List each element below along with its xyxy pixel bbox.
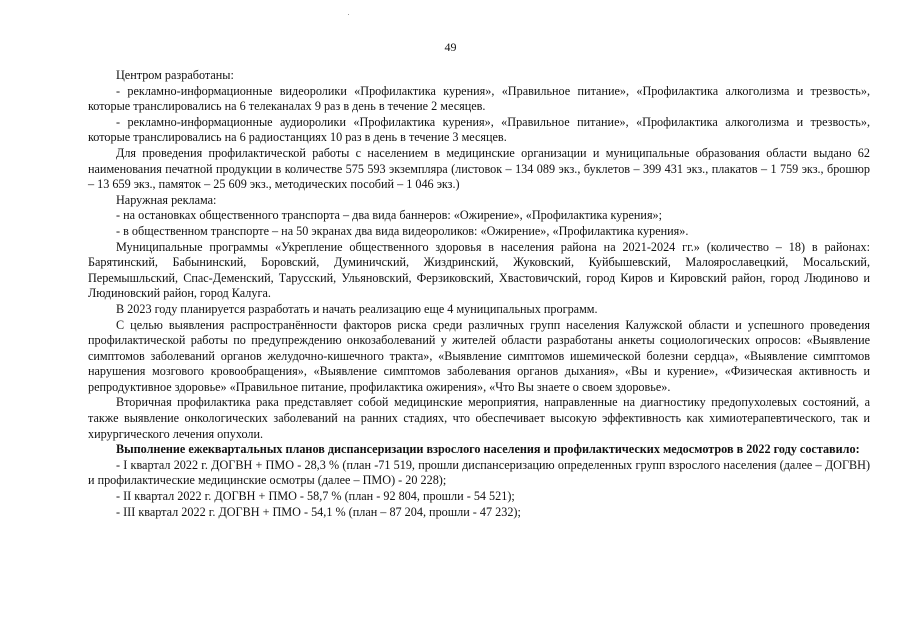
page-number: 49 [444, 40, 457, 54]
paragraph-quarter-1: - I квартал 2022 г. ДОГВН + ПМО - 28,3 % (план -71 519, прошли диспансеризацию определенных групп взрослого населения (далее – ДОГВН) и профилактические медицинские осмотры (далее – ПМО) - 20 228); [88, 457, 870, 488]
paragraph-bus-stops: - на остановках общественного транспорта – два вида баннеров: «Ожирение», «Профилактика курения»; [116, 208, 663, 223]
paragraph-quarter-2: - II квартал 2022 г. ДОГВН + ПМО - 58,7 % (план - 92 804, прошли - 54 521); [116, 489, 515, 504]
document-body [88, 68, 870, 520]
paragraph-quarter-3: - III квартал 2022 г. ДОГВН + ПМО - 54,1 % (план – 87 204, прошли - 47 232); [116, 504, 521, 519]
paragraph-plan-2023: В 2023 году планируется разработать и начать реализацию еще 4 муниципальных программ. [116, 301, 598, 316]
paragraph-videos: - рекламно-информационные видеоролики «Профилактика курения», «Правильное питание», «Профилактика алкоголизма и трезвость», которые транслировались на 6 телеканалах 9 раз в день в течение 2 месяцев. [88, 83, 870, 114]
paragraph-audio: - рекламно-информационные аудиоролики «Профилактика курения», «Правильное питание», «Профилактика алкоголизма и трезвость», которые транслировались на 6 радиостанциях 10 раз в день в течение 3 месяцев. [88, 114, 870, 145]
paragraph-municipal-programs: Муниципальные программы «Укрепление общественного здоровья в населения района на 2021-2024 гг.» (количество – 18) в районах: Барятинский, Бабынинский, Боровский, Думиничский, Жиздринский, Жуковский, Куйбышевский, Малоярославецкий, Мосальский, Перемышльский, Спас-Деменский, Тарусский, Ульяновский, Ферзиковский, Хвастовичский, город Киров и Кировский район, город Людиново и Людиновский район, город Калуга. [88, 239, 870, 301]
paragraph-surveys: С целью выявления распространённости факторов риска среди различных групп населения Калужской области и успешного проведения профилактической работы по предупреждению онкозаболеваний у жителей области разработаны анкеты социологических опросов: «Выявление симптомов заболеваний органов желудочно-кишечного тракта», «Выявление симптомов ишемической болезни сердца», «Выявление симптомов нарушения мозгового кровообращения», «Выявление симптомов заболевания органов дыхания», «Вы и курение», «Физическая активность и репродуктивное здоровье» «Правильное питание, профилактика ожирения», «Что Вы знаете о своем здоровье». [88, 317, 870, 394]
paragraph-outdoor-ads: Наружная реклама: [116, 192, 217, 207]
paragraph-secondary-prevention: Вторичная профилактика рака представляет собой медицинские мероприятия, направленные на диагностику предопухолевых состояний, а также выявление онкологических заболеваний на ранних стадиях, что обеспечивает высокую эффективность как химиотерапевтического, так и хирургического лечения опухоли. [88, 395, 870, 441]
paragraph-printed-materials: Для проведения профилактической работы с населением в медицинские организации и муниципальные образования области выдано 62 наименования печатной продукции в количестве 575 593 экземпляра (листовок – 134 089 экз., буклетов – 399 431 экз., плакатов – 1 759 экз., брошюр – 13 659 экз., памяток – 25 609 экз., методических пособий – 1 046 экз.) [88, 145, 870, 192]
paragraph-quarterly-heading: Выполнение ежеквартальных планов диспансеризации взрослого населения и профилактических медосмотров в 2022 году составило: [116, 442, 860, 457]
paragraph-centre-developed: Центром разработаны: [116, 68, 234, 82]
paragraph-public-transport: - в общественном транспорте – на 50 экранах два вида видеороликов: «Ожирение», «Профилактика курения». [116, 223, 689, 238]
scan-speck [348, 14, 349, 15]
